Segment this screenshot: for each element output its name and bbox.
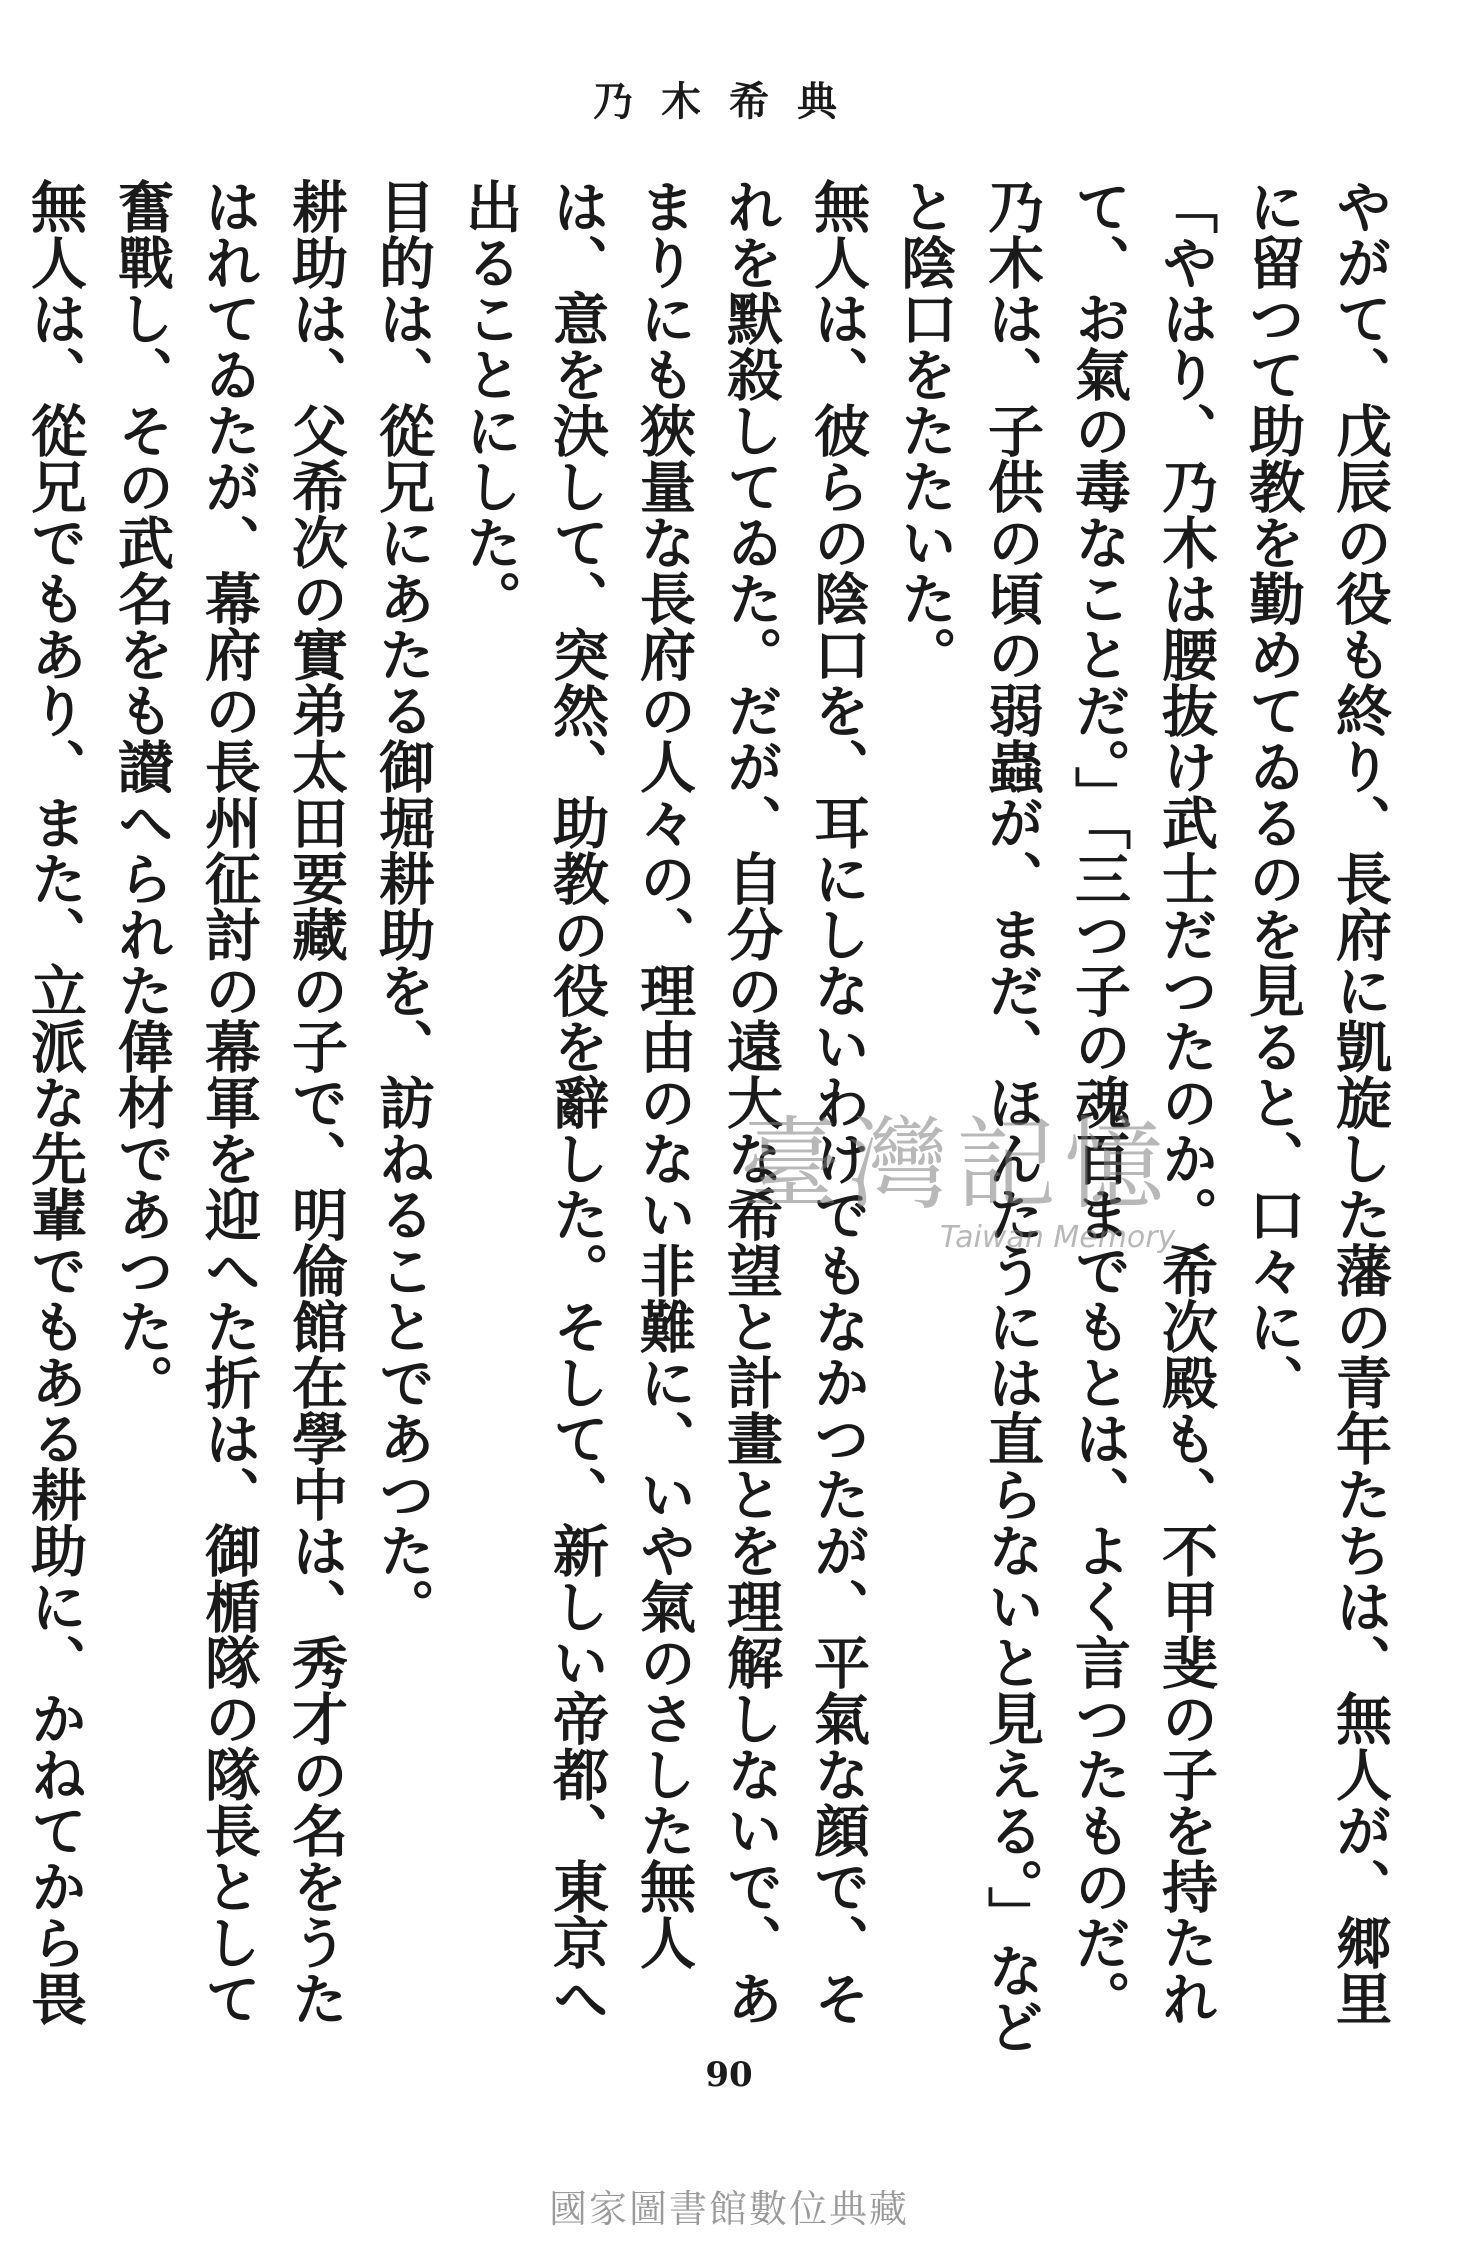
page-number: 90 [705,2055,753,2095]
paragraph: 無人は、彼らの陰口を、耳にしないわけでもなかつたが、平氣な顔で、それを默殺してゐた。だが、自分の遠大な希望と計畫とを理解しないで、あまりにも狹量な長府の人々の、理由のない非難に、いや氣のさした無人は、意を決して、突然、助教の役を辭した。そして、新しい帝都、東京へ出ることにした。 [457,178,871,2026]
watermark-mark: 臺灣記憶 [740,1106,1172,1223]
paragraph: 目的は、從兄にあたる御堀耕助を、訪ねることであつた。 [370,178,436,1634]
archive-footer: 國家圖書館數位典藏 [548,2187,909,2231]
paragraph: 耕助は、父希次の實弟太田要藏の子で、明倫館在學中は、秀才の名をうたはれてゐたが、幕府の長州征討の幕軍を迎へた折は、御楯隊の隊長として奮戰し、その武名をも讃へられた偉材であつた。 [109,178,349,2026]
paragraph: やがて、戊辰の役も終り、長府に凱旋した藩の青年たちは、無人が、郷里に留つて助教を勤めてゐるのを見ると、口々に、 [1240,178,1393,2026]
paragraph: 無人は、從兄でもあり、また、立派な先輩でもある耕助に、かねてから畏 [22,178,88,2026]
paragraph: 「やはり、乃木は腰抜け武士だつたのか。希次殿も、不甲斐の子を持たれて、お氣の毒なことだ。」「三つ子の魂百までもとは、よく言つたものだ。乃木は、子供の頃の弱蟲が、まだ、ほんたうには直らないと見える。」などと陰口をたたいた。 [892,178,1219,2054]
watermark-subtitle: Taiwan Memory [940,1220,1176,1255]
running-head: 乃木希典 [593,78,865,125]
vertical-body-text [22,178,1403,2078]
